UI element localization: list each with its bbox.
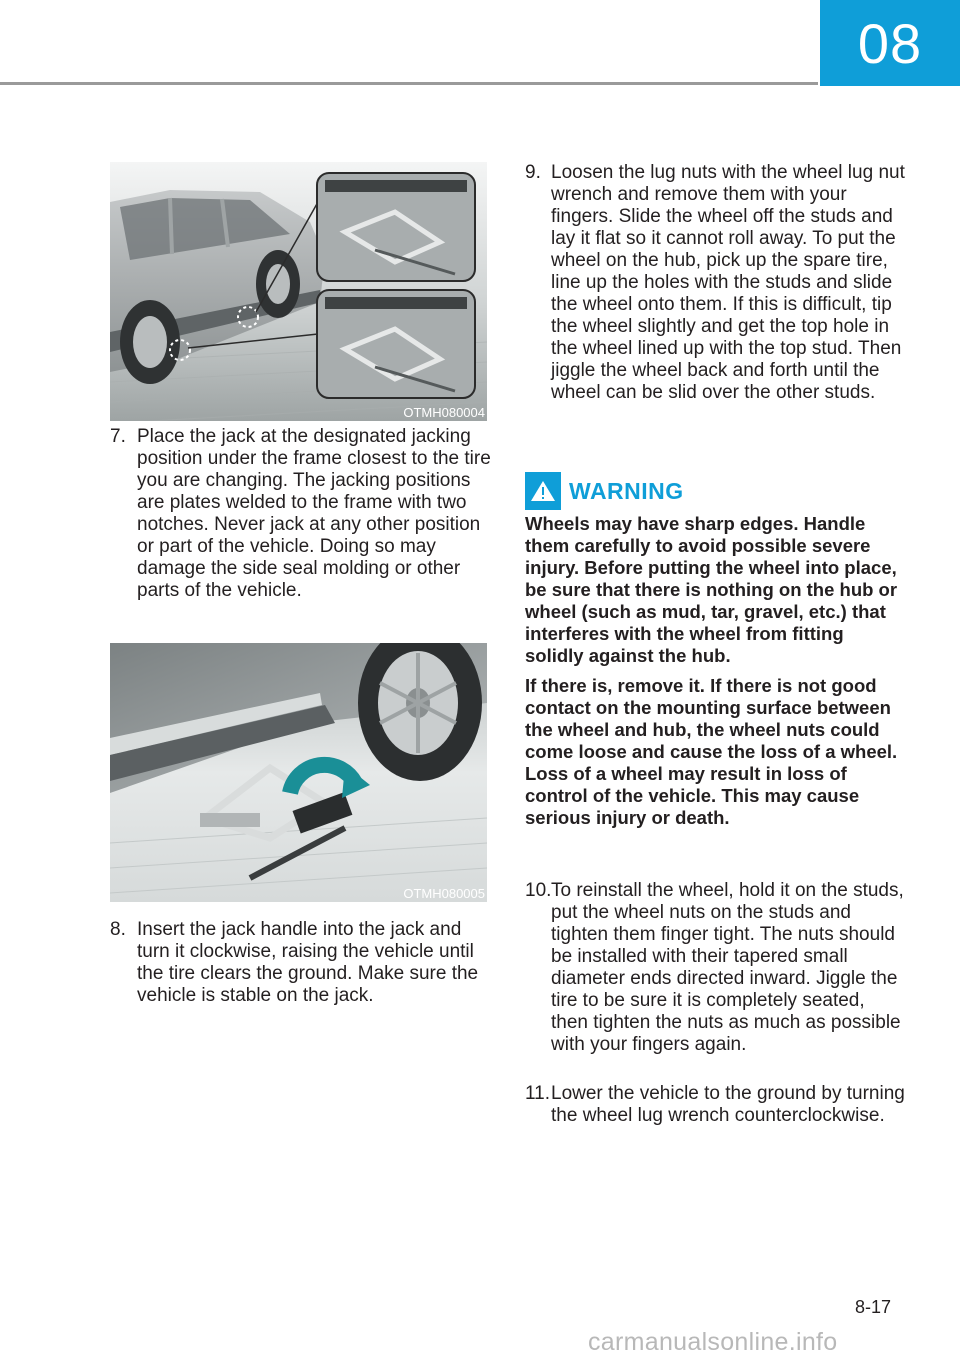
figure-code: OTMH080005	[403, 886, 485, 901]
step-text: Loosen the lug nuts with the wheel lug nut wrench and remove them with your fingers. Slide the wheel off the studs and lay it flat so it cannot roll away. To put the wheel on the hub, pick up the spare tire, line up the holes with the studs and slide the wheel onto them. If this is difficult, tip the wheel slightly and get the top hole in the wheel lined up with the top stud. Then jiggle the wheel back and forth until the wheel can be slid over the other studs.	[551, 162, 905, 403]
page-number: 8-17	[855, 1297, 892, 1317]
step-number: 7.	[110, 426, 126, 447]
step-number: 9.	[525, 162, 541, 183]
step-7	[110, 426, 492, 602]
step-9	[525, 162, 905, 404]
step-number: 10.	[525, 880, 552, 901]
warning-title: WARNING	[569, 477, 684, 504]
jack-handle-illustration	[110, 643, 487, 902]
warning-paragraph: If there is, remove it. If there is not good contact on the mounting surface between the wheel and hub, the wheel nuts could come loose and cause the loss of a wheel. Loss of a wheel may result in loss of control of the vehicle. This may cause serious injury or death.	[525, 675, 898, 828]
chapter-number: 08	[857, 11, 923, 75]
step-10	[525, 880, 905, 1056]
step-text: To reinstall the wheel, hold it on the studs, put the wheel nuts on the studs and tighten them finger tight. The nuts should be installed with their tapered small diameter ends directed inward. Jiggle the tire to be sure it is completely seated, then tighten the nuts as much as possible with your fingers again.	[551, 880, 904, 1055]
step-8	[110, 919, 492, 1007]
warning-icon	[525, 472, 561, 510]
step-text: Place the jack at the designated jacking position under the frame closest to the tire you are changing. The jacking positions are plates welded to the frame with two notches. Never jack at any other position or part of the vehicle. Doing so may damage the side seal molding or other parts of the vehicle.	[137, 426, 491, 601]
figure-code: OTMH080004	[403, 405, 485, 420]
step-text: Lower the vehicle to the ground by turning the wheel lug wrench counterclockwise.	[551, 1083, 905, 1126]
jacking-position-illustration	[110, 162, 487, 421]
warning-paragraph: Wheels may have sharp edges. Handle them carefully to avoid possible severe injury. Before putting the wheel into place, be sure that there is nothing on the hub or wheel (such as mud, tar, gravel, etc.) that interferes with the wheel from fitting solidly against the hub.	[525, 513, 898, 666]
jack-handle-image	[110, 643, 487, 902]
warning-header	[525, 471, 684, 511]
step-11	[525, 1083, 905, 1127]
step-text: Insert the jack handle into the jack and turn it clockwise, raising the vehicle until the tire clears the ground. Make sure the vehicle is stable on the jack.	[137, 919, 479, 1006]
header-rule	[0, 82, 818, 85]
warning-body	[525, 513, 905, 837]
chapter-tab	[820, 0, 960, 86]
step-number: 8.	[110, 919, 126, 940]
step-number: 11.	[525, 1083, 551, 1104]
jacking-position-image	[110, 162, 487, 421]
watermark-link[interactable]: carmanualsonline.info	[588, 1328, 838, 1356]
